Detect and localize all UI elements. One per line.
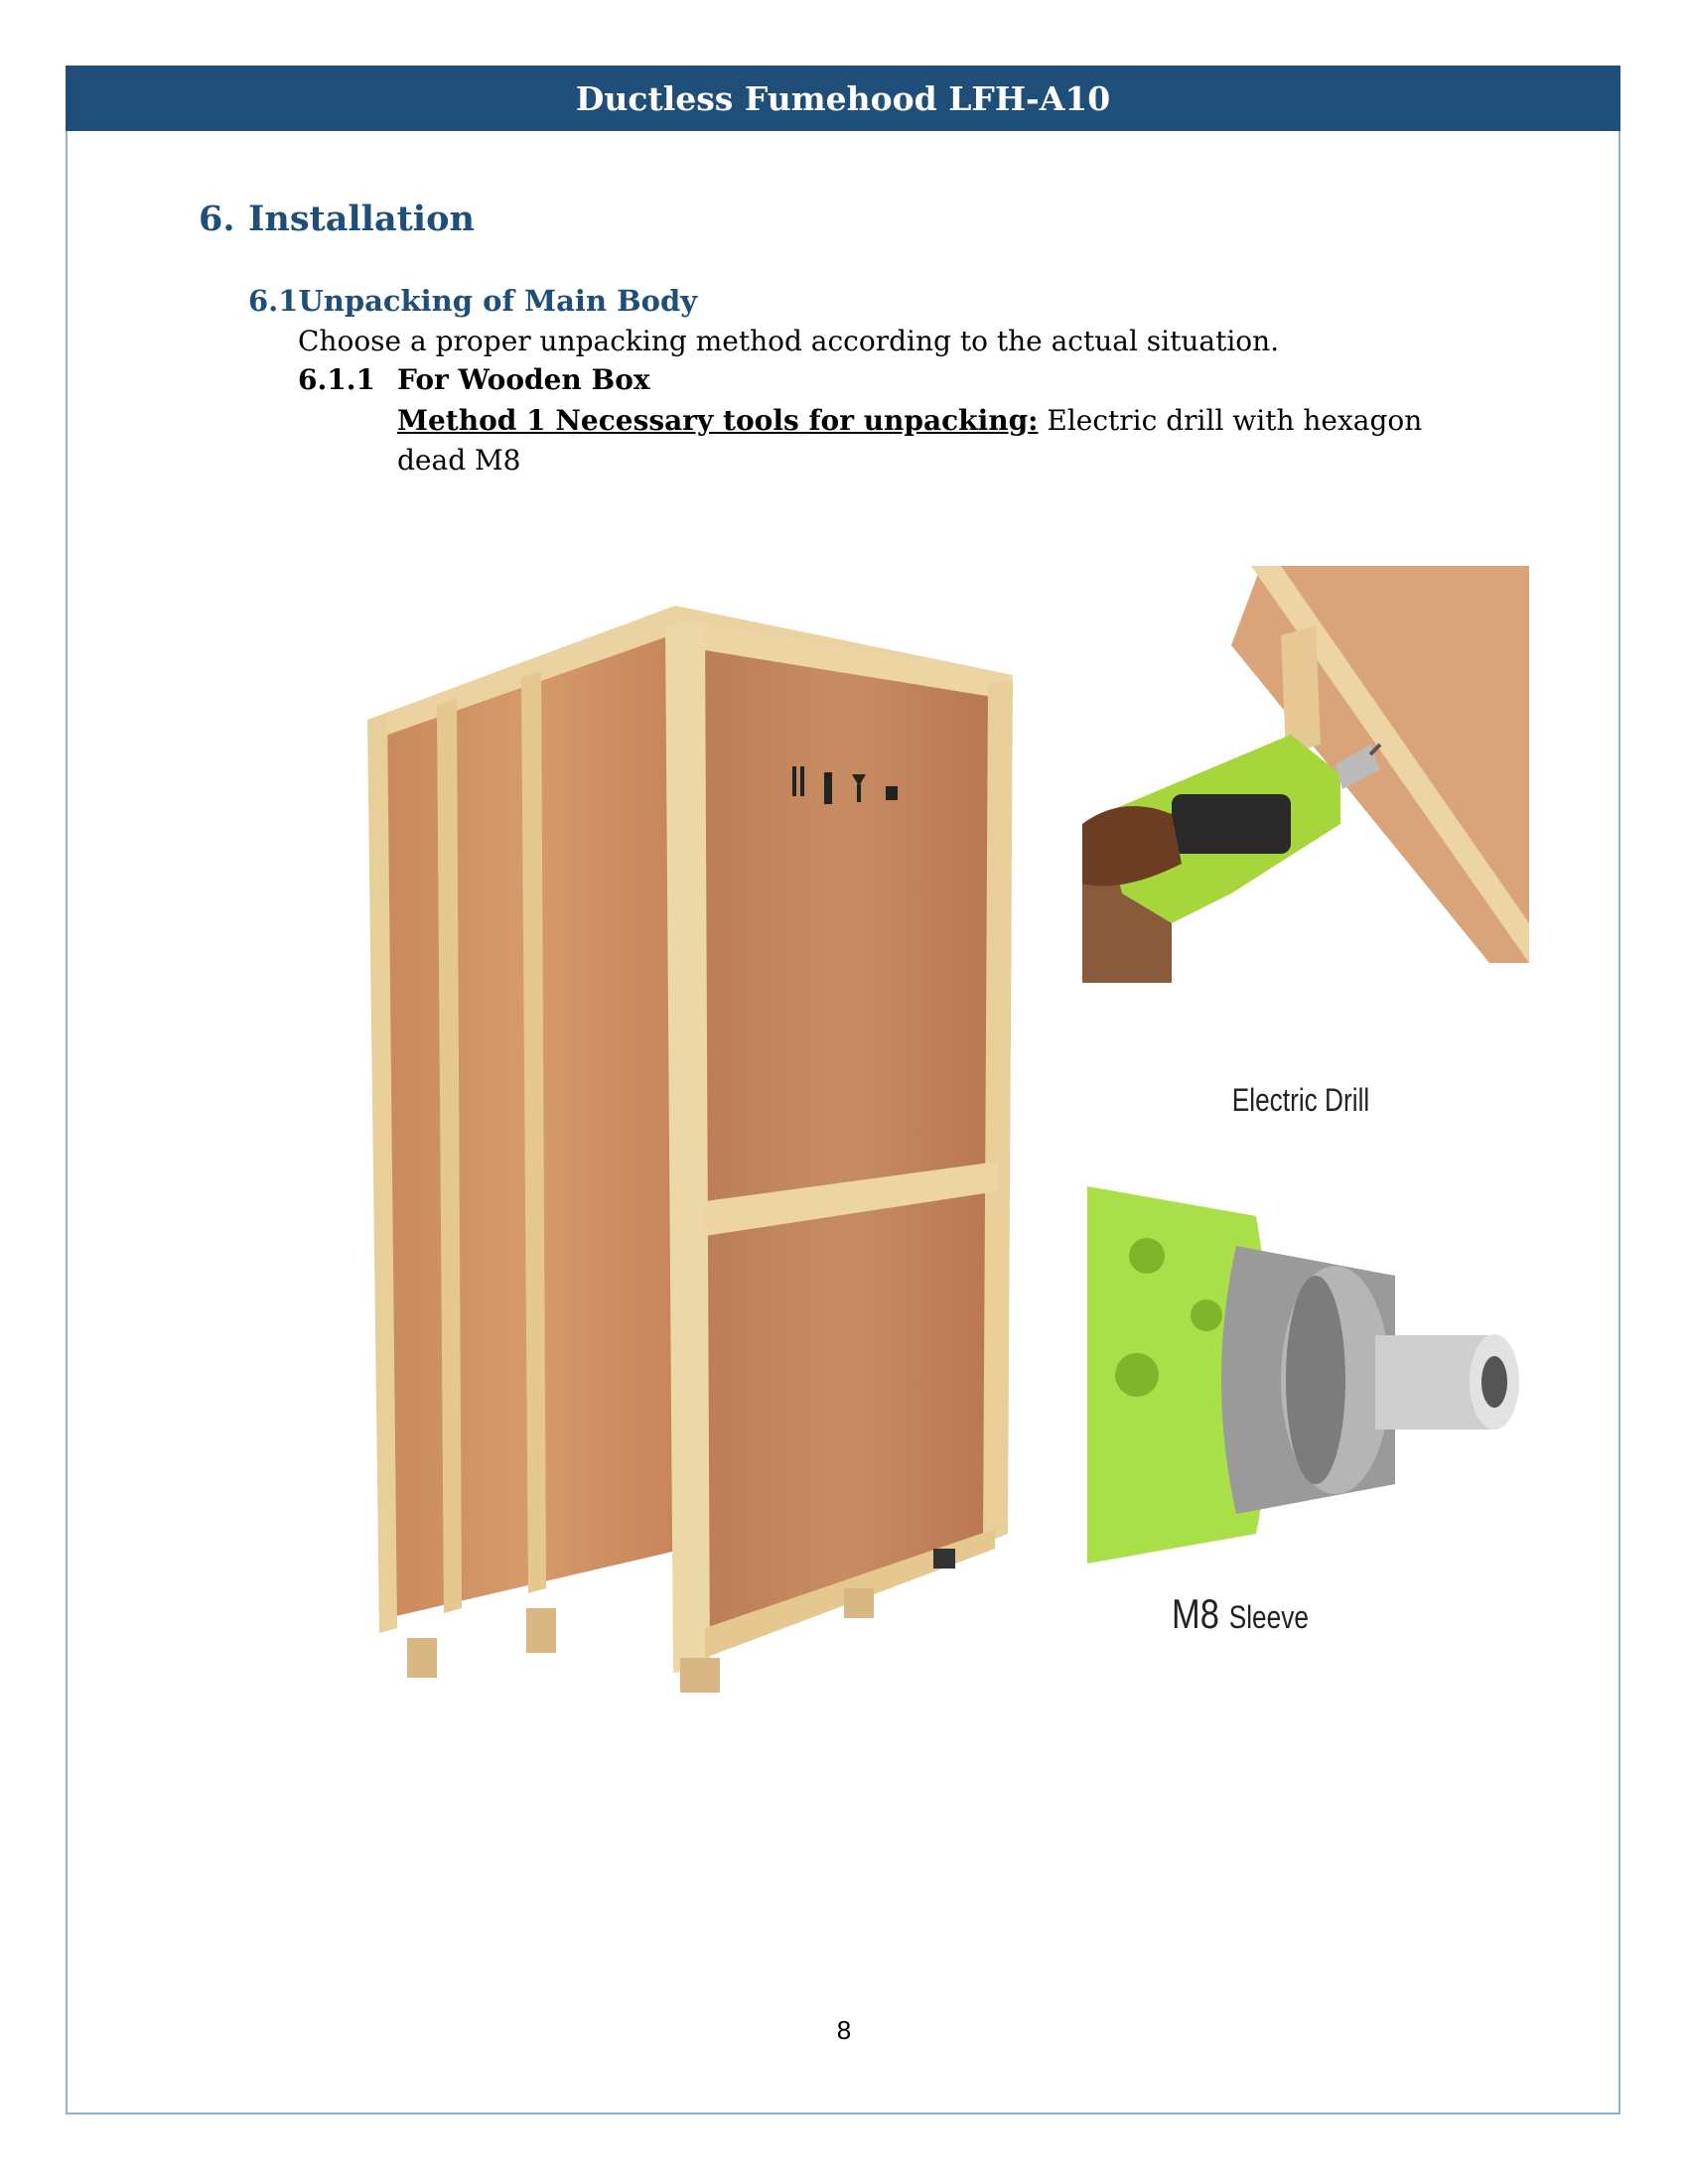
subsection-number: 6.1 (248, 284, 299, 318)
m8-sleeve-photo (1087, 1186, 1534, 1564)
subsection-heading (248, 284, 697, 318)
page-number: 8 (836, 2015, 852, 2045)
electric-drill-caption: Electric Drill (1231, 1082, 1370, 1118)
document-header (66, 66, 1620, 131)
sleeve-label: Sleeve (1228, 1599, 1309, 1635)
m8-sleeve-caption (1172, 1590, 1416, 1638)
method-paragraph (397, 401, 1499, 480)
section-title: Installation (248, 199, 475, 239)
subsubsection-heading (298, 363, 650, 396)
document-title: Ductless Fumehood LFH-A10 (575, 78, 1111, 118)
subsection-title: Unpacking of Main Body (298, 284, 698, 318)
section-number: 6. (199, 199, 235, 239)
method-text: Electric drill with hexagon dead M8 (397, 404, 1423, 477)
method-lead: Method 1 Necessary tools for unpacking: (397, 404, 1039, 437)
section-heading (199, 199, 475, 239)
subsubsection-number: 6.1.1 (298, 363, 375, 396)
electric-drill-photo (1082, 566, 1529, 983)
subsubsection-title: For Wooden Box (397, 363, 650, 396)
subsection-intro: Choose a proper unpacking method according to the actual situation. (298, 325, 1280, 357)
sleeve-size-label: M8 (1172, 1590, 1219, 1637)
wooden-crate-photo (288, 506, 1062, 1698)
